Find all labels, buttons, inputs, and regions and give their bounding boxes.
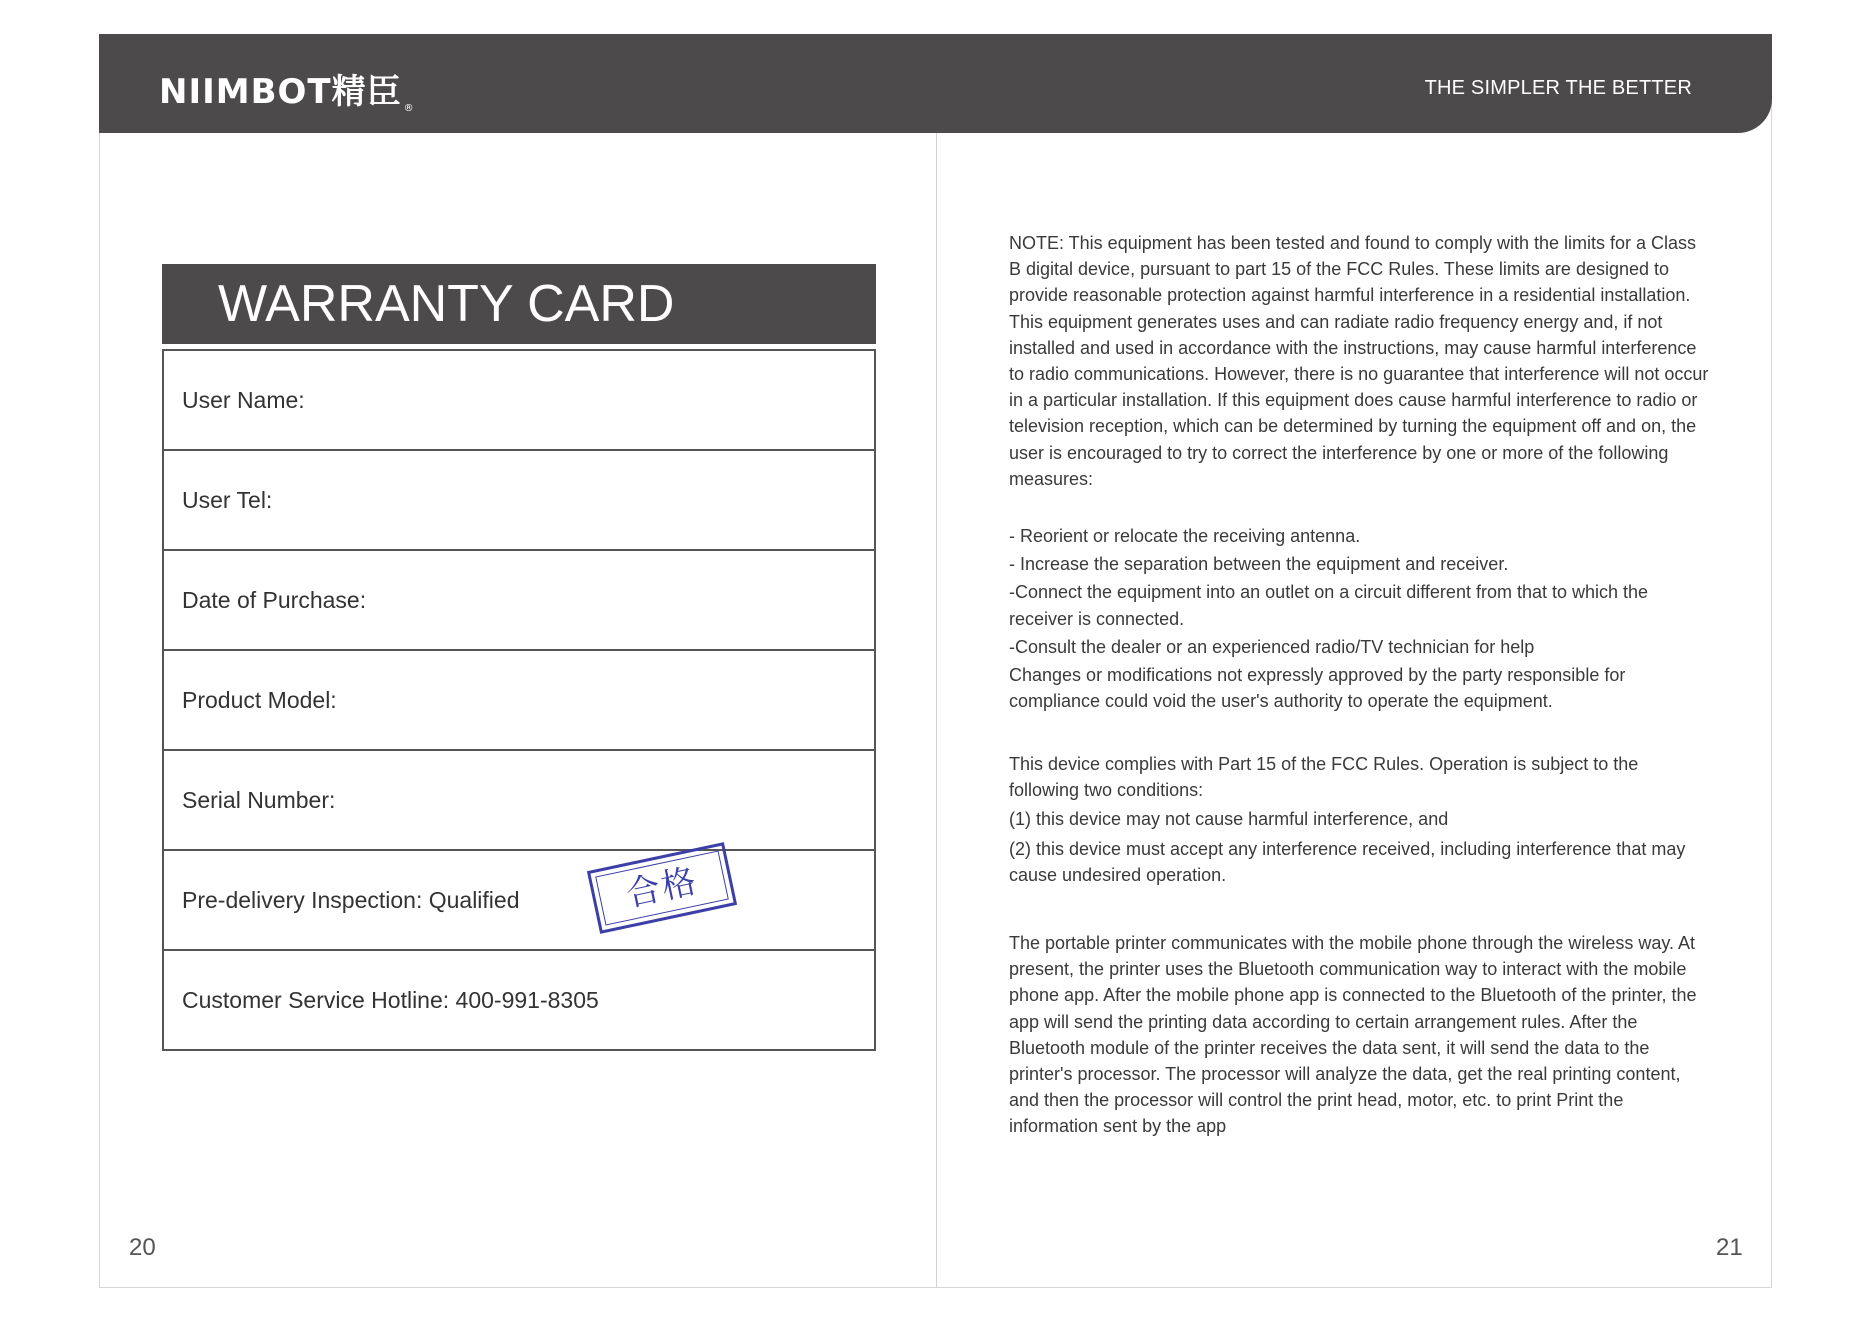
page-number-right: 21 <box>1716 1234 1743 1261</box>
registered-mark: ® <box>403 103 415 114</box>
note-text: NOTE: This equipment has been tested and found to comply with the limits for a Class B digital device, pursuant to part 15 of the FCC Rules. These limits are designed to provide reasonable protection against harmful interference in a residential installation. This equipment generates uses and can radiate radio frequency energy and, if not installed and used in accordance with the instructions, may cause harmful interference to radio communications. However, there is no guarantee that interference will not occur in a particular installation. If this equipment does cause harmful interference to radio or television reception, which can be determined by turning the equipment off and on, the user is encouraged to try to correct the interference by one or more of the following measures: <box>1009 233 1709 489</box>
tagline: THE SIMPLER THE BETTER <box>1424 77 1692 99</box>
row-date-of-purchase: Date of Purchase: <box>164 551 874 651</box>
row-product-model: Product Model: <box>164 651 874 751</box>
warranty-card-title: WARRANTY CARD <box>162 264 876 344</box>
measure-item: -Connect the equipment into an outlet on a circuit different from that to which the receiver is connected. <box>1009 582 1649 629</box>
brand-name: NIIMBOT精臣 <box>159 72 402 112</box>
warranty-card-table <box>162 349 876 1051</box>
page-divider <box>936 133 937 1288</box>
measure-item: - Reorient or relocate the receiving antenna. <box>1009 526 1361 546</box>
stamp-text: 合格 <box>622 860 702 916</box>
fcc-note-paragraph <box>1009 230 1709 492</box>
row-serial-number: Serial Number: <box>164 751 874 851</box>
bluetooth-paragraph <box>1009 930 1709 1140</box>
page-number-left: 20 <box>129 1234 156 1261</box>
row-customer-service-hotline: Customer Service Hotline: 400-991-8305 <box>182 987 599 1013</box>
brand-logo <box>159 64 415 114</box>
fcc-condition-2: (2) this device must accept any interference received, including interference that may cause undesired operation. <box>1009 838 1686 885</box>
row-user-name: User Name: <box>164 351 874 451</box>
bluetooth-text: The portable printer communicates with the mobile phone through the wireless way. At present, the printer uses the Bluetooth communication way to interact with the mobile phone app. After the mobile phone app is connected to the Bluetooth of the printer, the app will send the printing data according to certain arrangement rules. After the Bluetooth module of the printer receives the data sent, it will send the data to the printer's processor. The processor will analyze the data, get the real printing content, and then the processor will control the print head, motor, etc. to print Print the information sent by the app <box>1009 933 1697 1137</box>
measure-item: -Consult the dealer or an experienced radio/TV technician for help <box>1009 636 1535 657</box>
fcc-condition-1: (1) this device may not cause harmful interference, and <box>1009 809 1449 830</box>
fcc-intro: This device complies with Part 15 of the FCC Rules. Operation is subject to the following two conditions: <box>1009 754 1639 801</box>
changes-statement: Changes or modifications not expressly approved by the party responsible for compliance could void the user's authority to operate the equipment. <box>1009 665 1626 712</box>
fcc-compliance-section <box>1009 751 1709 888</box>
row-user-tel: User Tel: <box>164 451 874 551</box>
measures-list <box>1009 523 1709 716</box>
row-pre-delivery-inspection: Pre-delivery Inspection: Qualified <box>164 851 874 951</box>
measure-item: - Increase the separation between the equipment and receiver. <box>1009 554 1509 575</box>
page-header <box>99 34 1772 133</box>
